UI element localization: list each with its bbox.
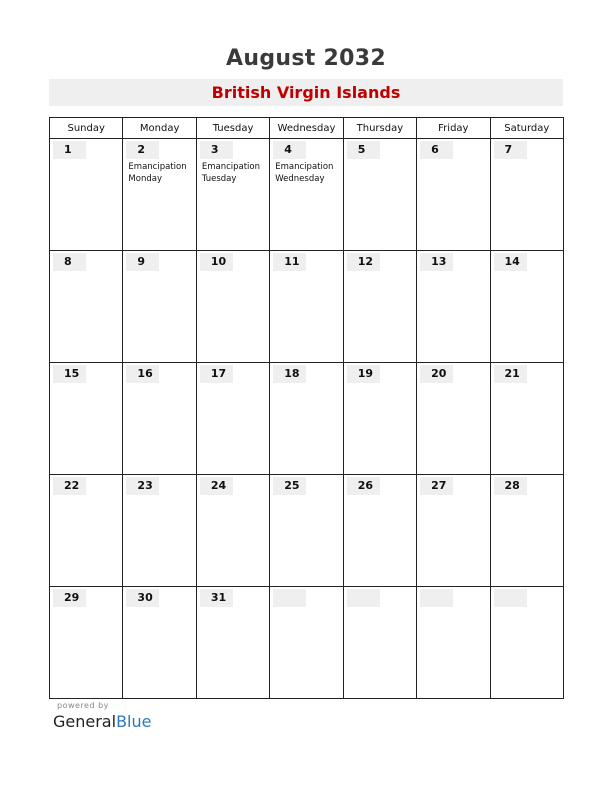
day-number: 6 [420,141,453,159]
week-row [50,587,564,699]
day-number: 25 [273,477,306,495]
day-number [273,589,306,607]
holiday-label: Emancipation Tuesday [201,162,261,184]
day-number: 26 [347,477,380,495]
day-cell[interactable] [490,363,563,475]
day-number: 18 [273,365,306,383]
day-number: 15 [53,365,86,383]
day-cell[interactable] [270,251,343,363]
day-number: 8 [53,253,86,271]
day-number: 3 [200,141,233,159]
weekday-header: Thursday [343,118,416,139]
brand-name-part: Blue [116,712,152,731]
day-number: 31 [200,589,233,607]
calendar-title: August 2032 [226,46,386,71]
day-number: 14 [494,253,527,271]
day-cell[interactable] [50,251,123,363]
day-number: 1 [53,141,86,159]
week-row [50,139,564,251]
calendar-grid [49,117,564,699]
week-row [50,475,564,587]
powered-by-label: powered by [57,701,109,710]
day-cell[interactable] [50,475,123,587]
day-cell[interactable] [123,139,196,251]
region-name: British Virgin Islands [211,83,401,102]
day-cell[interactable] [196,587,269,699]
weekday-header: Monday [123,118,196,139]
day-number: 22 [53,477,86,495]
day-cell[interactable] [196,475,269,587]
day-number [420,589,453,607]
day-cell[interactable] [123,251,196,363]
day-cell[interactable] [343,475,416,587]
holiday-label: Emancipation Wednesday [275,162,334,184]
day-cell[interactable] [490,475,563,587]
region-banner [49,79,563,106]
weekday-header-row [50,118,564,139]
day-cell[interactable] [196,363,269,475]
day-number: 5 [347,141,380,159]
day-cell[interactable] [123,587,196,699]
weekday-header: Friday [417,118,490,139]
day-number: 28 [494,477,527,495]
brand-name-part: General [53,712,117,731]
day-cell[interactable] [343,139,416,251]
day-number: 27 [420,477,453,495]
weekday-header: Wednesday [270,118,343,139]
day-number: 21 [494,365,527,383]
day-cell[interactable] [343,251,416,363]
day-number: 24 [200,477,233,495]
weekday-header: Saturday [490,118,563,139]
day-cell[interactable] [270,587,343,699]
week-row [50,363,564,475]
day-cell[interactable] [417,251,490,363]
day-cell[interactable] [417,587,490,699]
day-number: 11 [273,253,306,271]
day-number [347,589,380,607]
day-cell[interactable] [123,475,196,587]
day-number: 29 [53,589,86,607]
day-cell[interactable] [417,363,490,475]
day-number: 9 [126,253,159,271]
day-cell[interactable] [270,475,343,587]
day-number: 2 [126,141,159,159]
day-number: 30 [126,589,159,607]
day-cell[interactable] [196,251,269,363]
day-cell[interactable] [196,139,269,251]
week-row [50,251,564,363]
day-cell[interactable] [270,363,343,475]
day-cell[interactable] [417,139,490,251]
day-number: 7 [494,141,527,159]
day-cell[interactable] [50,587,123,699]
day-cell[interactable] [343,587,416,699]
day-cell[interactable] [490,139,563,251]
day-number [494,589,527,607]
day-cell[interactable] [417,475,490,587]
day-cell[interactable] [123,363,196,475]
day-number: 10 [200,253,233,271]
weekday-header: Tuesday [196,118,269,139]
day-cell[interactable] [490,251,563,363]
day-cell[interactable] [490,587,563,699]
day-number: 4 [273,141,306,159]
weekday-header: Sunday [50,118,123,139]
day-number: 17 [200,365,233,383]
day-cell[interactable] [50,363,123,475]
day-number: 23 [126,477,159,495]
day-cell[interactable] [270,139,343,251]
brand-logo[interactable] [53,712,151,731]
day-number: 20 [420,365,453,383]
holiday-label: Emancipation Monday [128,162,187,184]
day-number: 12 [347,253,380,271]
day-number: 13 [420,253,453,271]
day-cell[interactable] [343,363,416,475]
day-number: 16 [126,365,159,383]
day-cell[interactable] [50,139,123,251]
day-number: 19 [347,365,380,383]
